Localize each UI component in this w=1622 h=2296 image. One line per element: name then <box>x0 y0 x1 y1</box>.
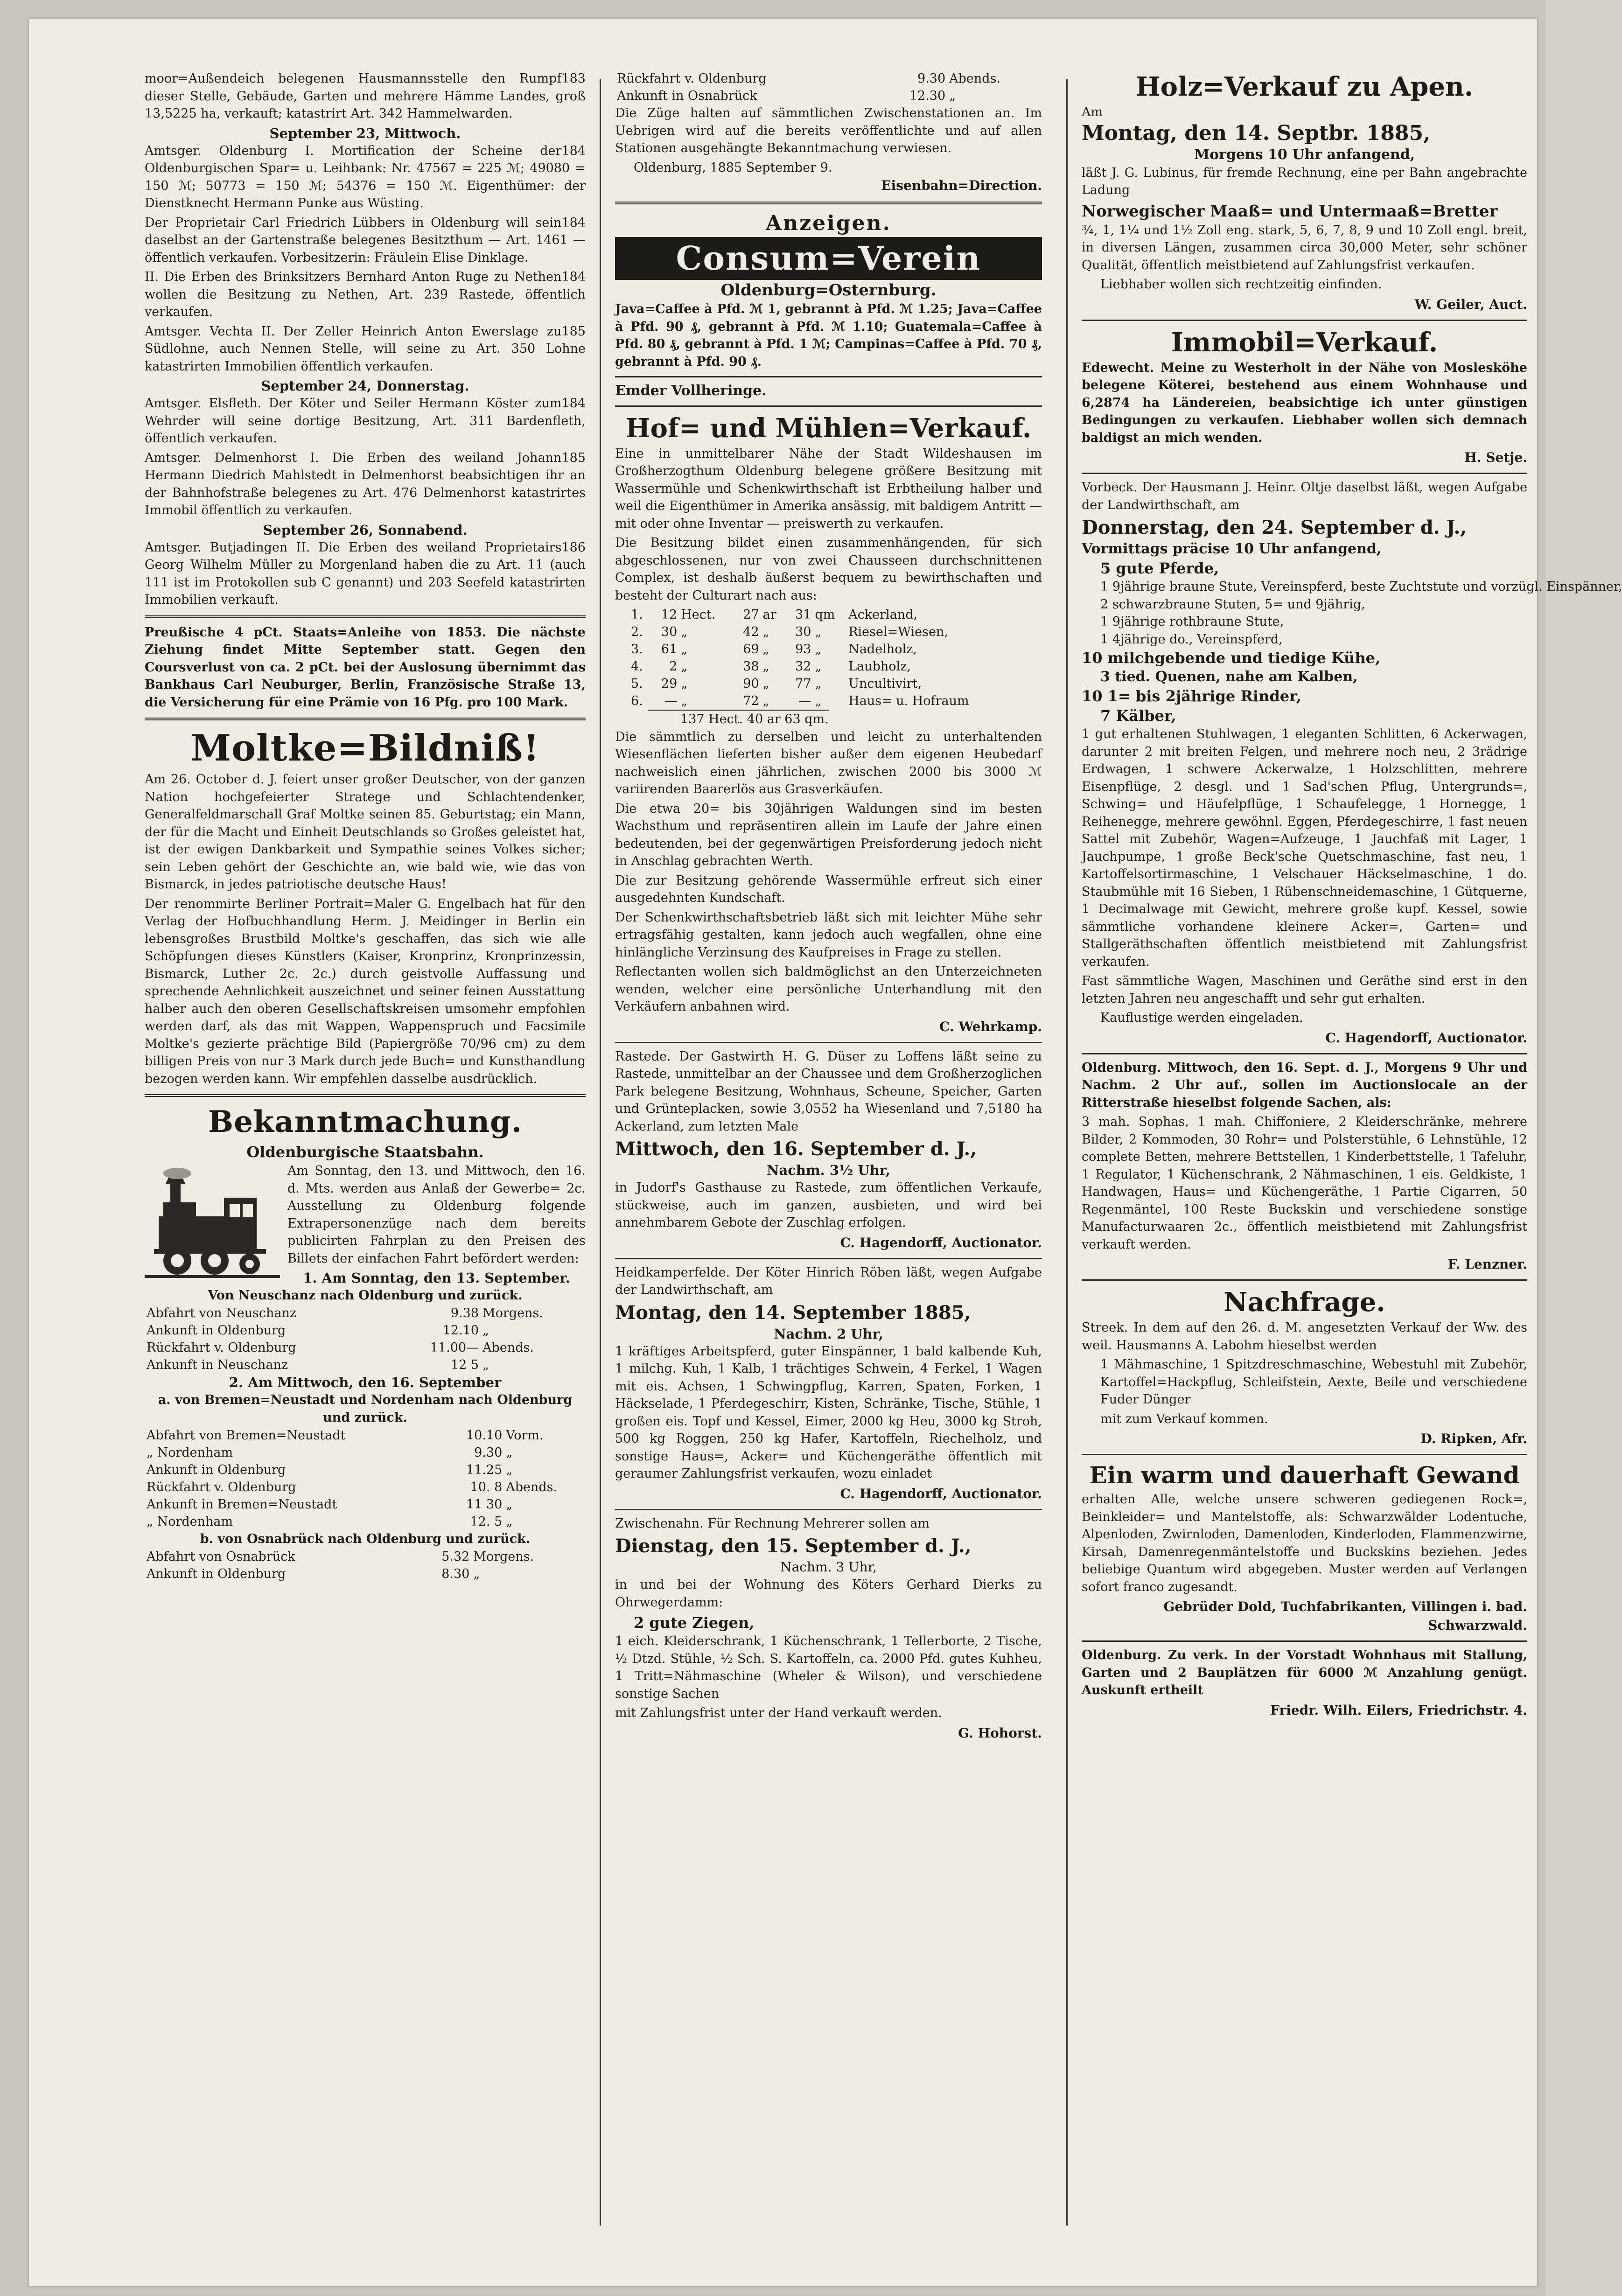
signature: Eisenbahn=Direction. <box>881 178 1042 193</box>
notice-paragraph: 186 Amtsger. Butjadingen II. Die Erben des weiland Proprietairs Georg Wilhelm Müller zu Morgenland haben die zu Art. 11 (auch 111 ist im Protokollen sub C genannt) und 203 Seefeld katastrirten Immobilien verkauft. <box>145 539 586 609</box>
notice-paragraph: 184 Der Proprietair Carl Friedrich Lübbers in Oldenburg will sein daselbst an der Gartenstraße belegenes Besitzthum — Art. 1461 — öffentlich verkaufen. Vorbesitzerin: Fräulein Elise Dinklage. <box>145 214 586 267</box>
section-divider <box>1082 1279 1527 1281</box>
schedule-row: Rückfahrt v. Oldenburg 9.30 Abends. <box>617 71 1001 86</box>
section-divider <box>615 405 1042 407</box>
page-ref: 184 <box>561 396 586 411</box>
auction-date: Montag, den 14. September 1885, <box>615 1301 971 1324</box>
column-rule-1 <box>600 79 601 2226</box>
schedule-heading: 1. Am Sonntag, den 13. September. <box>303 1270 570 1286</box>
auction-time: Nachm. 2 Uhr, <box>774 1326 883 1342</box>
page-ref: 186 <box>561 540 586 555</box>
land-row: 3. 61 „ 69 „ 93 „ Nadelholz, <box>631 642 917 656</box>
calves-item: 7 Kälber, <box>1100 707 1176 725</box>
section-divider <box>145 615 586 618</box>
column-2 <box>615 70 1042 1743</box>
vorbeck-paragraph: Vorbeck. Der Hausmann J. Heinr. Oltje daselbst läßt, wegen Aufgabe der Landwirthschaft, am <box>1082 480 1527 512</box>
section-divider <box>145 718 586 720</box>
wohnhaus-paragraph: Oldenburg. Zu verk. In der Vorstadt Wohnhaus mit Stallung, Garten und 2 Bauplätzen für 6000 ℳ Anzahlung genügt. Auskunft ertheilt <box>1082 1648 1527 1697</box>
holz-paragraph: läßt J. G. Lubinus, für fremde Rechnung, eine per Bahn angebrachte Ladung <box>1082 165 1527 197</box>
cows-item: 10 milchgebende und tiedige Kühe, <box>1082 649 1381 667</box>
dateline: Oldenburg, 1885 September 9. <box>634 160 832 175</box>
section-divider <box>1082 320 1527 321</box>
page-ref: 183 <box>561 71 586 86</box>
schedule-route: b. von Osnabrück nach Oldenburg und zurück. <box>200 1532 531 1546</box>
heidkamp-paragraph: 1 kräftiges Arbeitspferd, guter Einspänner, 1 bald kalbende Kuh, 1 milchg. Kuh, 1 Kalb, 1 trächtiges Schwein, 4 Ferkel, 1 Wagen mit eis. Achsen, 1 Schwingpflug, Karren, Spaten, Forken, 1 Häckselade, 1 Pferdegeschirr, Kisten, Schränke, Tische, Stühle, 1 großen eis. Topf und Kessel, Eimer, 2000 kg Heu, 3000 kg Stroh, 500 kg Roggen, 250 kg Hafer, Kartoffeln, Riechelholz, und sonstige Haus=, Acker= und Küchengeräthe öffentlich mit geraumer Zahlungsfrist verkaufen, wozu einladet <box>615 1344 1042 1481</box>
locomotive-illustration <box>145 1165 280 1282</box>
date-heading: September 24, Donnerstag. <box>261 378 469 394</box>
streek-paragraph: 1 Mähmaschine, 1 Spitzdreschmaschine, Webestuhl mit Zubehör, Kartoffel=Hackpflug, Schleifstein, Aexte, Beile und verschiedene Fuder Dünger <box>1100 1357 1527 1407</box>
schedule-row: Ankunft in Oldenburg 11.25 „ <box>147 1463 513 1477</box>
date-heading: September 23, Mittwoch. <box>269 125 461 141</box>
page-ref: 185 <box>561 324 586 339</box>
land-row: 4. 2 „ 38 „ 32 „ Laubholz, <box>631 659 911 674</box>
land-row: 5. 29 „ 90 „ 77 „ Uncultivirt, <box>631 677 922 691</box>
schedule-table-1 <box>145 1305 586 1374</box>
auction-time: Vormittags präcise 10 Uhr anfangend, <box>1082 541 1382 557</box>
moltke-title: Moltke=Bildniß! <box>190 727 540 769</box>
immobil-title: Immobil=Verkauf. <box>1171 327 1438 358</box>
schedule-row: „ Nordenham 12. 5 „ <box>147 1514 513 1529</box>
hof-paragraph: Die zur Besitzung gehörende Wassermühle erfreut sich einer ausgedehnten Kundschaft. <box>615 873 1042 905</box>
oldenburg-auction-paragraph: Oldenburg. Mittwoch, den 16. Sept. d. J., Morgens 9 Uhr und Nachm. 2 Uhr auf., sollen im Auctionslocale an der Ritterstraße hieselbst folgende Sachen, als: <box>1082 1060 1527 1110</box>
zwischenahn-paragraph: mit Zahlungsfrist unter der Hand verkauft werden. <box>615 1706 942 1720</box>
schedule-heading: 2. Am Mittwoch, den 16. September <box>229 1375 502 1390</box>
horse-detail: 1 9jährige braune Stute, Vereinspferd, beste Zuchtstute und vorzügl. Einspänner, <box>1100 579 1622 594</box>
herring-ad: Emder Vollheringe. <box>615 383 767 399</box>
section-divider <box>615 1509 1042 1510</box>
coffee-prices: Java=Caffee à Pfd. ℳ 1, gebrannt à Pfd. ℳ 1.25; Java=Caffee à Pfd. 90 ₰, gebrannt à Pfd. ℳ 1.10; Guatemala=Caffee à Pfd. 80 ₰, gebrannt à Pfd. 1 ℳ; Campinas=Caffee à Pfd. 70 ₰, gebrannt à Pfd. 90 ₰. <box>615 302 1042 369</box>
section-divider <box>1082 473 1527 474</box>
schedule-row: Ankunft in Oldenburg 12.10 „ <box>147 1323 489 1338</box>
land-row: 2. 30 „ 42 „ 30 „ Riesel=Wiesen, <box>631 625 948 639</box>
section-divider <box>615 202 1042 204</box>
gewand-paragraph: erhalten Alle, welche unsere schweren gediegenen Rock=, Beinkleider= und Mantelstoffe, als: Schwarzwälder Lodentuche, Alpenloden, Zwirnloden, Damenloden, Kinderloden, Flammenzwirne, Kirsah, Damenregenmäntelstoffe und Buckskins beziehen. Jedes beliebige Quantum wird abgegeben. Muster werden auf Verlangen sofort franco zugesandt. <box>1082 1492 1527 1594</box>
am-label: Am <box>1082 105 1103 119</box>
streek-paragraph: Streek. In dem auf den 26. d. M. angesetzten Verkauf der Ww. des weil. Hausmanns A. Labohm hieselbst werden <box>1082 1320 1527 1353</box>
hof-paragraph: Eine in unmittelbarer Nähe der Stadt Wildeshausen im Großherzogthum Oldenburg belegene größere Besitzung mit Wassermühle und Schenkwirthschaft ist Erbtheilung halber und weil die Eigenthümer in Amerika ansässig, mit baldigem Antritt — mit oder ohne Inventar — preiswerth zu verkaufen. <box>615 446 1042 531</box>
signature: Gebrüder Dold, Tuchfabrikanten, Villingen i. bad. Schwarzwald. <box>1163 1599 1527 1633</box>
land-total: 137 Hect. 40 ar 63 qm. <box>648 710 829 728</box>
auction-date: Donnerstag, den 24. September d. J., <box>1082 516 1467 538</box>
signature: C. Hagendorff, Auctionator. <box>840 1235 1042 1250</box>
schedule-route: Von Neuschanz nach Oldenburg und zurück. <box>208 1288 523 1303</box>
schedule-row: Abfahrt von Osnabrück 5.32 Morgens. <box>147 1549 534 1564</box>
immobil-paragraph: Edewecht. Meine zu Westerholt in der Nähe von Moslesköhe belegene Köterei, bestehend aus einem Wohnhause und 6,2874 ha Ländereien, beabsichtige ich unter günstigen Bedingungen zu verkaufen. Liebhaber wollen sich demnach baldigst an mich wenden. <box>1082 360 1527 445</box>
land-row: 6. — „ 72 „ — „ Haus= u. Hofraum <box>631 694 969 708</box>
oldenburg-auction-paragraph: 3 mah. Sophas, 1 mah. Chiffoniere, 2 Kleiderschränke, mehrere Bilder, 2 Kommoden, 30 Rohr= und Polsterstühle, 6 Lehnstühle, 12 complete Betten, mehrere Bettstellen, 1 Kinderbettstelle, 1 Tafeluhr, 1 Regulator, 1 Küchenschrank, 2 Nähmaschinen, 1 eis. Geldkiste, 1 Handwagen, Haus= und Küchengeräthe, 1 Partie Cigarren, 50 Regenmäntel, 100 Reste Buckskin und verschiedene sonstige Manufacturwaaren 2c., öffentlich meistbietend mit Zahlungsfrist verkauft werden. <box>1082 1115 1527 1252</box>
moltke-paragraph: Der renommirte Berliner Portrait=Maler G. Engelbach hat für den Verlag der Hofbuchhandlung Herm. J. Meidinger in Berlin ein lebensgroßes Brustbild Moltke's geschaffen, das sich wie alle Schöpfungen dieses Künstlers (Kaiser, Kronprinz, Kronprinzessin, Bismarck, Luther 2c. 2c.) durch geistvolle Auffassung und sprechende Aehnlichkeit auszeichnet und seiner feinen Ausstattung halber auch den oberen Gesellschaftskreisen umsomehr empfohlen werden darf, als das mit Wappen, Wappenspruch und Facsimile Moltke's gezierte prächtige Bild (Papiergröße 70/96 cm) zu dem billigen Preis von nur 3 Mark durch jede Buch= und Kunsthandlung bezogen werden kann. Wir empfehlen dasselbe ausdrücklich. <box>145 896 586 1086</box>
land-row: 1. 12 Hect. 27 ar 31 qm Ackerland, <box>631 607 918 622</box>
schedule-table-2 <box>145 1427 586 1530</box>
zwischenahn-paragraph: in und bei der Wohnung des Köters Gerhard Dierks zu Ohrwegerdamm: <box>615 1577 1042 1610</box>
railway-note: Die Züge halten auf sämmtlichen Zwischenstationen an. Im Uebrigen wird auf die bereits veröffentlichte und auf allen Stationen ausgehängte Bekanntmachung verwiesen. <box>615 106 1042 155</box>
hof-paragraph: Die sämmtlich zu derselben und leicht zu unterhaltenden Wiesenflächen lieferten bisher außer dem eigenen Heubedarf nachweislich einen jährlichen, zwischen 2000 bis 3000 ℳ variirenden Baarerlös aus Grasverkäufen. <box>615 729 1042 796</box>
schedule-row: Rückfahrt v. Oldenburg 11.00— Abends. <box>147 1340 534 1355</box>
schedule-row: Ankunft in Bremen=Neustadt 11 30 „ <box>147 1497 513 1512</box>
page-ref: 185 <box>561 450 586 465</box>
schedule-table-3 <box>145 1548 586 1583</box>
notice-paragraph: 184 II. Die Erben des Brinksitzers Bernhard Anton Ruge zu Nethen wollen die Besitzung zu Nethen, Art. 239 Rastede, öffentlich verkaufen. <box>145 268 586 321</box>
page-ref: 184 <box>561 215 586 230</box>
bekanntmachung-title: Bekanntmachung. <box>208 1104 523 1139</box>
land-table <box>629 606 1022 710</box>
schedule-row: Ankunft in Oldenburg 8.30 „ <box>147 1567 480 1581</box>
horses-item: 5 gute Pferde, <box>1100 559 1219 577</box>
timber-heading: Norwegischer Maaß= und Untermaaß=Bretter <box>1082 202 1498 221</box>
zwischenahn-paragraph: 1 eich. Kleiderschrank, 1 Küchenschrank, 1 Tellerborte, 2 Tische, ½ Dtzd. Stühle, ½ Sch. S. Kartoffeln, ca. 2000 Pfd. gutes Kuhheu, 1 Tritt=Nähmaschine (Wheler & Wilson), und verschiedene sonstige Sachen <box>615 1634 1042 1701</box>
vorbeck-paragraph: Fast sämmtliche Wagen, Maschinen und Geräthe sind erst in den letzten Jahren neu angeschafft und sehr gut erhalten. <box>1082 974 1527 1006</box>
streek-paragraph: mit zum Verkauf kommen. <box>1100 1411 1268 1426</box>
railway-subtitle: Oldenburgische Staatsbahn. <box>246 1143 484 1161</box>
notice-paragraph: 185 Amtsger. Delmenhorst I. Die Erben des weiland Johann Hermann Diedrich Mahlstedt in Delmenhorst beabsichtigen ihr an der Bahnhofstraße belegenes zu Art. 476 Delmenhorst katastrirtes Immobil öffentlich zu verkaufen. <box>145 449 586 519</box>
auction-time: Nachm. 3 Uhr, <box>780 1559 877 1575</box>
horse-detail: 1 9jährige rothbraune Stute, <box>1100 614 1284 629</box>
consum-verein-banner: Consum=Verein <box>615 237 1042 280</box>
nachfrage-title: Nachfrage. <box>1223 1287 1385 1318</box>
vorbeck-paragraph: 1 gut erhaltenen Stuhlwagen, 1 eleganten Schlitten, 6 Ackerwagen, darunter 2 mit breiten Felgen, und mehrere noch neu, 2 3rädrige Erdwagen, 1 schwere Ackerwalze, 1 Holzschlitten, mehrere Eisenpflüge, 2 desgl. und 1 Sad'schen Pflug, Untergrunds=, Schwing= und Häufelpflüge, 1 Schaufelegge, 1 Hornegge, 1 Reihenegge, mehrere gewöhnl. Eggen, Pferdegeschirre, 1 fast neuen Sattel mit Zubehör, Wagen=Aufzeuge, 1 Jauchfaß mit Lager, 1 Jauchpumpe, 1 große Beck'sche Quetschmaschine, fast neu, 1 Kartoffelsortirmaschine, 1 Velschauer Häckselmaschine, 1 do. Staubmühle mit 16 Sieben, 1 Rübenschneidemaschine, 1 Gütquerne, 1 Decimalwage mit Gewicht, mehrere große kupf. Kessel, sowie sämmtliche vorhandene kleinere Acker=, Garten= und Stallgeräthschaften öffentlich meistbietend mit Zahlungsfrist verkaufen. <box>1082 727 1527 969</box>
page-ref: 184 <box>561 270 586 284</box>
auction-date: Dienstag, den 15. September d. J., <box>615 1535 972 1557</box>
rastede-paragraph: Rastede. Der Gastwirth H. G. Düser zu Loffens läßt seine zu Rastede, unmittelbar an der Chaussee und dem Großherzoglichen Park belegene Besitzung, Wohnhaus, Scheune, Speicher, Garten und Grünteplacken, sowie 3,0552 ha Wiesenland und 7,5180 ha Ackerland, zum letzten Male <box>615 1049 1042 1134</box>
schedule-table-4 <box>615 70 1042 105</box>
column-3 <box>1082 70 1622 1720</box>
hof-paragraph: Der Schenkwirthschaftsbetrieb läßt sich mit leichter Mühe sehr ertragsfähig gestalten, kann jedoch auch wegfallen, ohne eine hinlängliche Verzinsung des Kaufpreises in Frage zu stellen. <box>615 910 1042 960</box>
rastede-paragraph: in Judorf's Gasthause zu Rastede, zum öffentlichen Verkaufe, stückweise, auch im ganzen, ausbieten, und wird bei annehmbarem Gebote der Zuschlag erfolgen. <box>615 1180 1042 1230</box>
cattle-item: 10 1= bis 2jährige Rinder, <box>1082 687 1301 705</box>
signature: F. Lenzner. <box>1447 1256 1527 1272</box>
hof-paragraph: Die etwa 20= bis 30jährigen Waldungen sind im besten Wachsthum und repräsentiren allein im Laufe der Jahre einen bedeutenden, bei der gegenwärtigen Preisforderung jedoch nicht in Anschlag gebrachten Werth. <box>615 801 1042 868</box>
goats-item: 2 gute Ziegen, <box>634 1614 755 1632</box>
schedule-row: Ankunft in Osnabrück 12.30 „ <box>617 89 956 103</box>
queens-item: 3 tied. Quenen, nahe am Kalben, <box>1100 669 1358 685</box>
signature: C. Wehrkamp. <box>939 1019 1042 1034</box>
heidkamp-paragraph: Heidkamperfelde. Der Köter Hinrich Röben läßt, wegen Aufgabe der Landwirthschaft, am <box>615 1265 1042 1297</box>
signature: H. Setje. <box>1464 450 1527 465</box>
bond-notice: Preußische 4 pCt. Staats=Anleihe von 1853. Die nächste Ziehung findet Mitte September statt. Gegen den Coursverlust von ca. 2 pCt. bei der Auslosung übernimmt das Bankhaus Carl Neuburger, Berlin, Französische Straße 13, die Versicherung für eine Prämie von 16 Pfg. pro 100 Mark. <box>145 625 586 710</box>
schedule-route: a. von Bremen=Neustadt und Nordenham nach Oldenburg und zurück. <box>158 1393 573 1425</box>
schedule-row: Ankunft in Neuschanz 12 5 „ <box>147 1358 489 1372</box>
notice-paragraph: 184 Amtsger. Oldenburg I. Mortification der Scheine der Oldenburgischen Spar= u. Leihbank: Nr. 47567 = 225 ℳ; 49080 = 150 ℳ; 50773 = 150 ℳ; 54376 = 150 ℳ. Eigenthümer: der Dienstknecht Hermann Punke aus Wüsting. <box>145 142 586 212</box>
schedule-row: Abfahrt von Neuschanz 9.38 Morgens. <box>147 1306 543 1320</box>
holz-paragraph: Liebhaber wollen sich rechtzeitig einfinden. <box>1100 277 1382 292</box>
moltke-paragraph: Am 26. October d. J. feiert unser großer Deutscher, von der ganzen Nation hochgefeierter Stratege und Schlachtendenker, Generalfeldmarschall Graf Moltke seinen 85. Geburtstag; ein Mann, der für die Macht und Einheit Deutschlands so Großes geleistet hat, ist der ewigen Dankbarkeit und Sympathie seines Volkes sicher; sein Leben gehört der Geschichte an, wie bald wie, wie das von Bismarck, in jedes patriotische deutsche Haus! <box>145 772 586 892</box>
section-divider <box>615 376 1042 377</box>
notice-paragraph: 183 moor=Außendeich belegenen Hausmannsstelle den Rumpf dieser Stelle, Gebäude, Garten und mehrere Hämme Landes, groß 13,5225 ha, verkauft; katastrirt Art. 342 Hammelwarden. <box>145 70 586 123</box>
schedule-row: „ Nordenham 9.30 „ <box>147 1445 513 1460</box>
section-divider <box>1082 1053 1527 1054</box>
signature: Friedr. Wilh. Eilers, Friedrichstr. 4. <box>1270 1702 1527 1718</box>
section-divider <box>1082 1640 1527 1642</box>
column-rule-2 <box>1066 79 1068 2226</box>
horse-detail: 2 schwarzbraune Stuten, 5= und 9jährig, <box>1100 597 1365 612</box>
horse-detail: 1 4jährige do., Vereinspferd, <box>1100 632 1283 647</box>
gewand-title: Ein warm und dauerhaft Gewand <box>1089 1461 1520 1489</box>
auction-date: Mittwoch, den 16. September d. J., <box>615 1138 977 1160</box>
schedule-row: Rückfahrt v. Oldenburg 10. 8 Abends. <box>147 1480 558 1494</box>
page-ref: 184 <box>561 143 586 158</box>
signature: C. Hagendorff, Auctionator. <box>840 1486 1042 1501</box>
hof-paragraph: Reflectanten wollen sich baldmöglichst an den Unterzeichneten wenden, welcher eine persönliche Unterhandlung mit den Verkäufern anbahnen wird. <box>615 964 1042 1014</box>
consum-subtitle: Oldenburg=Osternburg. <box>720 281 937 300</box>
signature: W. Geiler, Auct. <box>1414 296 1527 312</box>
holz-paragraph: ¾, 1, 1¼ und 1½ Zoll eng. stark, 5, 6, 7, 8, 9 und 10 Zoll engl. breit, in diversen Längen, zusammen circa 30,000 Meter, sehr schöner Qualität, öffentlich meistbietend auf Zahlungsfrist verkaufen. <box>1082 223 1527 272</box>
section-divider <box>145 1094 586 1097</box>
section-divider <box>615 1258 1042 1259</box>
hof-paragraph: Die Besitzung bildet einen zusammenhängenden, für sich abgeschlossenen, nur von zwei Chausseen durchschnittenen Complex, ist deshalb äußerst bequem zu bewirthschaften und besteht der Culturart nach aus: <box>615 536 1042 603</box>
auction-time: Morgens 10 Uhr anfangend, <box>1194 146 1415 163</box>
schedule-row: Abfahrt von Bremen=Neustadt 10.10 Vorm. <box>147 1428 544 1443</box>
holz-verkauf-title: Holz=Verkauf zu Apen. <box>1135 71 1474 102</box>
section-divider <box>1082 1454 1527 1455</box>
section-divider <box>615 1042 1042 1043</box>
date-heading: September 26, Sonnabend. <box>263 522 468 538</box>
auction-time: Nachm. 3½ Uhr, <box>766 1162 891 1178</box>
signature: C. Hagendorff, Auctionator. <box>1325 1030 1527 1046</box>
railway-paragraph: Am Sonntag, den 13. und Mittwoch, den 16. d. Mts. werden aus Anlaß der Gewerbe= 2c. Ausstellung zu Oldenburg folgende Extrapersonenzüge nach dem bereits publicirten Fahrplan zu den Preisen des Billets der einfachen Fahrt befördert werden: <box>287 1164 586 1266</box>
anzeigen-heading: Anzeigen. <box>766 211 891 235</box>
zwischenahn-paragraph: Zwischenahn. Für Rechnung Mehrerer sollen am <box>615 1516 930 1531</box>
signature: G. Hohorst. <box>958 1725 1042 1741</box>
auction-date: Montag, den 14. Septbr. 1885, <box>1082 121 1431 145</box>
vorbeck-paragraph: Kauflustige werden eingeladen. <box>1100 1011 1303 1025</box>
column-1 <box>145 70 586 1583</box>
signature: D. Ripken, Afr. <box>1420 1431 1527 1446</box>
notice-paragraph: 185 Amtsger. Vechta II. Der Zeller Heinrich Anton Ewerslage zu Südlohne, auch Nennen Stelle, will seine zu Art. 350 Lohne katastrirten Immobilien öffentlich verkaufen. <box>145 323 586 376</box>
hof-muehlen-title: Hof= und Mühlen=Verkauf. <box>625 412 1032 444</box>
notice-paragraph: 184 Amtsger. Elsfleth. Der Köter und Seiler Hermann Köster zum Wehrder will seine dortige Besitzung, Art. 311 Bardenfleth, öffentlich verkaufen. <box>145 395 586 447</box>
